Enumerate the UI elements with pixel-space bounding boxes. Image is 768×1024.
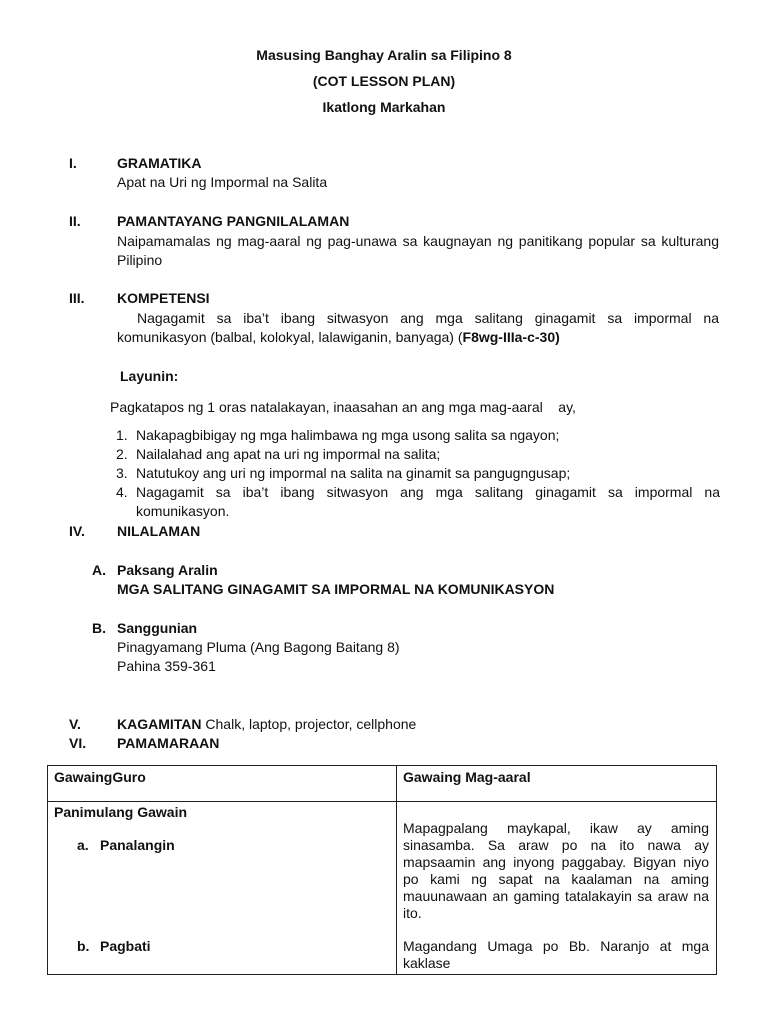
section-heading-nilalaman: NILALAMAN — [117, 523, 201, 539]
panimulang-gawain-heading: Panimulang Gawain — [54, 804, 188, 820]
procedure-table — [47, 765, 717, 975]
item-letter: a. — [77, 837, 89, 853]
table-row — [48, 766, 717, 802]
sanggunian-pages: Pahina 359-361 — [117, 658, 216, 674]
column-header-mag-aaral: Gawaing Mag-aaral — [397, 766, 717, 802]
gramatika-text: Apat na Uri ng Impormal na Salita — [117, 174, 328, 190]
competency-code: F8wg-IIIa-c-30) — [462, 329, 560, 345]
item-letter: b. — [77, 938, 90, 954]
table-row — [48, 802, 717, 975]
pamantayan-text: Naipamamalas ng mag-aaral ng pag-unawa sa kaugnayan ng panitikang popular sa kulturang Pilipino — [117, 233, 719, 268]
quarter-label: Ikatlong Markahan — [322, 99, 446, 115]
subsection-letter: B. — [92, 620, 106, 636]
greeting-text: Magandang Umaga po Bb. Naranjo at mga kaklase — [403, 938, 709, 971]
section-number: IV. — [69, 523, 85, 539]
section-heading-pamamaraan: PAMAMARAAN — [117, 735, 220, 751]
section-heading-kagamitan: KAGAMITAN — [117, 716, 202, 732]
document-title: Masusing Banghay Aralin sa Filipino 8 — [256, 47, 512, 63]
sanggunian-heading: Sanggunian — [117, 620, 198, 636]
prayer-text: Mapagpalang maykapal, ikaw ay aming sinasamba. Sa araw po na ito nawa ay mapsaamin ang inyong paggabay. Bigyan niyo po kami ng sapat na kaalaman na aming mauunawaan an gaming tatalakayin sa araw na ito. — [403, 820, 709, 921]
paksang-aralin-heading: Paksang Aralin — [117, 562, 218, 578]
pagbati-label: Pagbati — [100, 938, 151, 954]
section-number: III. — [69, 290, 85, 306]
student-responses-cell — [397, 802, 717, 975]
section-number: V. — [69, 716, 81, 732]
list-item: 2. Nailalahad ang apat na uri ng impormal na salita; — [116, 446, 441, 462]
sanggunian-book: Pinagyamang Pluma (Ang Bagong Baitang 8) — [117, 639, 400, 655]
objectives-list — [116, 426, 720, 521]
list-item: 4. Nagagamit sa iba’t ibang sitwasyon ang mga salitang ginagamit sa impormal na komunikasyon. — [116, 484, 720, 519]
layunin-label: Layunin: — [120, 368, 179, 384]
section-heading-kompetensi: KOMPETENSI — [117, 290, 210, 306]
section-heading-pamantayan: PAMANTAYANG PANGNILALAMAN — [117, 213, 350, 229]
subsection-letter: A. — [92, 562, 106, 578]
section-number: II. — [69, 213, 81, 229]
section-heading-gramatika: GRAMATIKA — [117, 155, 202, 171]
document-subtitle: (COT LESSON PLAN) — [312, 73, 456, 89]
panalangin-label: Panalangin — [100, 837, 175, 853]
section-number: I. — [69, 155, 77, 171]
layunin-intro: Pagkatapos ng 1 oras natalakayan, inaasahan an ang mga mag-aaral ay, — [110, 399, 576, 415]
kompetensi-text: Nagagamit sa iba’t ibang sitwasyon ang mga salitang ginagamit sa impormal na komunikasyon (balbal, kolokyal, lalawiganin, banyaga) (F8wg-IIIa-c-30) — [117, 310, 719, 345]
column-header-guro: GawaingGuro — [48, 766, 397, 802]
list-item: 1. Nakapagbibigay ng mga halimbawa ng mga usong salita sa ngayon; — [116, 427, 560, 443]
kagamitan-line: KAGAMITAN Chalk, laptop, projector, cellphone — [117, 716, 417, 732]
list-item: 3. Natutukoy ang uri ng impormal na salita na ginamit sa pangugngusap; — [116, 465, 571, 481]
paksang-aralin-text: MGA SALITANG GINAGAMIT SA IMPORMAL NA KOMUNIKASYON — [117, 581, 555, 597]
teacher-activities-cell — [48, 802, 397, 975]
section-number: VI. — [69, 735, 87, 751]
